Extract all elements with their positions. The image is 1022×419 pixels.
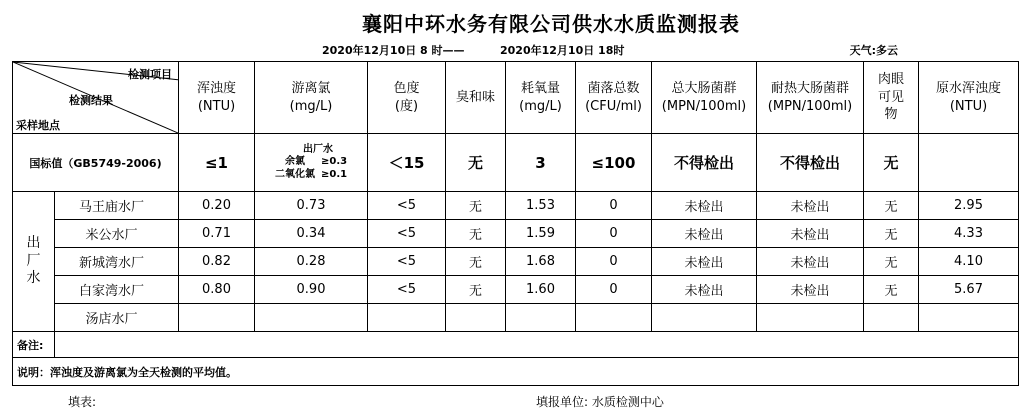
cell-thermo-coliform: 未检出 bbox=[757, 192, 864, 220]
cell-chlorine: 0.28 bbox=[255, 248, 368, 276]
col-header-colony: 菌落总数 (CFU/ml) bbox=[576, 62, 652, 134]
cell-color: <5 bbox=[368, 248, 446, 276]
cell-oxygen bbox=[506, 304, 576, 332]
col-header-visible: 肉眼可见物 bbox=[864, 62, 919, 134]
col-header-odor: 臭和味 bbox=[446, 62, 506, 134]
table-row bbox=[13, 220, 1019, 248]
header-row bbox=[13, 62, 1019, 134]
plant-name: 新城湾水厂 bbox=[55, 248, 179, 276]
standard-raw-turbidity bbox=[919, 134, 1019, 192]
cell-visible: 无 bbox=[864, 248, 919, 276]
standard-turbidity: ≤1 bbox=[179, 134, 255, 192]
cell-coliform: 未检出 bbox=[652, 276, 757, 304]
cell-odor: 无 bbox=[446, 276, 506, 304]
col-header-coliform: 总大肠菌群 (MPN/100ml) bbox=[652, 62, 757, 134]
col-header-oxygen: 耗氧量 (mg/L) bbox=[506, 62, 576, 134]
standard-chlorine: 出厂水 余氯 ≥0.3 二氧化氯 ≥0.1 bbox=[255, 134, 368, 192]
cell-raw-turbidity bbox=[919, 304, 1019, 332]
cell-turbidity: 0.71 bbox=[179, 220, 255, 248]
plant-name: 马王庙水厂 bbox=[55, 192, 179, 220]
water-quality-table bbox=[12, 61, 1019, 386]
cell-colony: 0 bbox=[576, 248, 652, 276]
cell-visible: 无 bbox=[864, 192, 919, 220]
cell-chlorine bbox=[255, 304, 368, 332]
plant-name: 白家湾水厂 bbox=[55, 276, 179, 304]
table-row bbox=[13, 276, 1019, 304]
cell-colony: 0 bbox=[576, 276, 652, 304]
reporting-unit-label: 填报单位: bbox=[536, 395, 589, 409]
standard-odor: 无 bbox=[446, 134, 506, 192]
standard-colony: ≤100 bbox=[576, 134, 652, 192]
group-label-text: 出厂水 bbox=[26, 235, 41, 287]
cell-turbidity bbox=[179, 304, 255, 332]
table-row bbox=[13, 304, 1019, 332]
cell-visible: 无 bbox=[864, 220, 919, 248]
cell-thermo-coliform: 未检出 bbox=[757, 220, 864, 248]
outlet-water-group-label bbox=[13, 192, 55, 332]
cell-raw-turbidity: 4.33 bbox=[919, 220, 1019, 248]
standard-oxygen: 3 bbox=[506, 134, 576, 192]
cell-raw-turbidity: 5.67 bbox=[919, 276, 1019, 304]
cell-odor bbox=[446, 304, 506, 332]
col-header-thermo-coliform: 耐热大肠菌群 (MPN/100ml) bbox=[757, 62, 864, 134]
cell-oxygen: 1.53 bbox=[506, 192, 576, 220]
period-end: 2020年12月10日 18时 bbox=[500, 44, 625, 57]
remark-label: 备注: bbox=[13, 332, 55, 358]
cell-turbidity: 0.80 bbox=[179, 276, 255, 304]
corner-header-cell bbox=[13, 62, 179, 134]
remark-row bbox=[13, 332, 1019, 358]
reporting-unit-value: 水质检测中心 bbox=[591, 395, 664, 409]
cell-colony: 0 bbox=[576, 192, 652, 220]
cell-oxygen: 1.68 bbox=[506, 248, 576, 276]
standard-visible: 无 bbox=[864, 134, 919, 192]
cell-colony: 0 bbox=[576, 220, 652, 248]
plant-name: 米公水厂 bbox=[55, 220, 179, 248]
cell-colony bbox=[576, 304, 652, 332]
corner-item-label: 检测项目 bbox=[128, 68, 172, 81]
cell-oxygen: 1.60 bbox=[506, 276, 576, 304]
cell-odor: 无 bbox=[446, 192, 506, 220]
corner-result-label: 检测结果 bbox=[69, 94, 113, 107]
cell-thermo-coliform bbox=[757, 304, 864, 332]
cell-visible bbox=[864, 304, 919, 332]
cell-coliform: 未检出 bbox=[652, 220, 757, 248]
cell-odor: 无 bbox=[446, 220, 506, 248]
cell-color bbox=[368, 304, 446, 332]
cell-raw-turbidity: 4.10 bbox=[919, 248, 1019, 276]
col-header-turbidity: 浑浊度 (NTU) bbox=[179, 62, 255, 134]
standard-row bbox=[13, 134, 1019, 192]
table-row bbox=[13, 248, 1019, 276]
standard-coliform: 不得检出 bbox=[652, 134, 757, 192]
cell-color: <5 bbox=[368, 220, 446, 248]
cell-coliform: 未检出 bbox=[652, 248, 757, 276]
filler-label: 填表: bbox=[68, 395, 97, 409]
cell-coliform bbox=[652, 304, 757, 332]
cell-chlorine: 0.34 bbox=[255, 220, 368, 248]
weather-label: 天气:多云 bbox=[849, 44, 898, 57]
cell-chlorine: 0.73 bbox=[255, 192, 368, 220]
col-header-color: 色度 (度) bbox=[368, 62, 446, 134]
plant-name: 汤店水厂 bbox=[55, 304, 179, 332]
col-header-free-chlorine: 游离氯 (mg/L) bbox=[255, 62, 368, 134]
standard-color: ＜15 bbox=[368, 134, 446, 192]
cell-color: <5 bbox=[368, 276, 446, 304]
standard-thermo-coliform: 不得检出 bbox=[757, 134, 864, 192]
cell-color: <5 bbox=[368, 192, 446, 220]
remark-value bbox=[55, 332, 1019, 358]
explanation-text: 说明：浑浊度及游离氯为全天检测的平均值。 bbox=[13, 358, 1019, 386]
corner-site-label: 采样地点 bbox=[16, 119, 60, 132]
cell-odor: 无 bbox=[446, 248, 506, 276]
cell-coliform: 未检出 bbox=[652, 192, 757, 220]
cell-chlorine: 0.90 bbox=[255, 276, 368, 304]
cell-raw-turbidity: 2.95 bbox=[919, 192, 1019, 220]
report-title: 襄阳中环水务有限公司供水水质监测报表 bbox=[362, 12, 740, 36]
cell-oxygen: 1.59 bbox=[506, 220, 576, 248]
table-row bbox=[13, 192, 1019, 220]
cell-thermo-coliform: 未检出 bbox=[757, 276, 864, 304]
cell-turbidity: 0.82 bbox=[179, 248, 255, 276]
standard-label: 国标值（GB5749-2006) bbox=[13, 134, 179, 192]
explanation-row bbox=[13, 358, 1019, 386]
cell-turbidity: 0.20 bbox=[179, 192, 255, 220]
reporting-unit bbox=[536, 393, 664, 410]
cell-visible: 无 bbox=[864, 276, 919, 304]
period-start: 2020年12月10日 8 时—— bbox=[322, 44, 465, 57]
col-header-raw-turbidity: 原水浑浊度 (NTU) bbox=[919, 62, 1019, 134]
cell-thermo-coliform: 未检出 bbox=[757, 248, 864, 276]
